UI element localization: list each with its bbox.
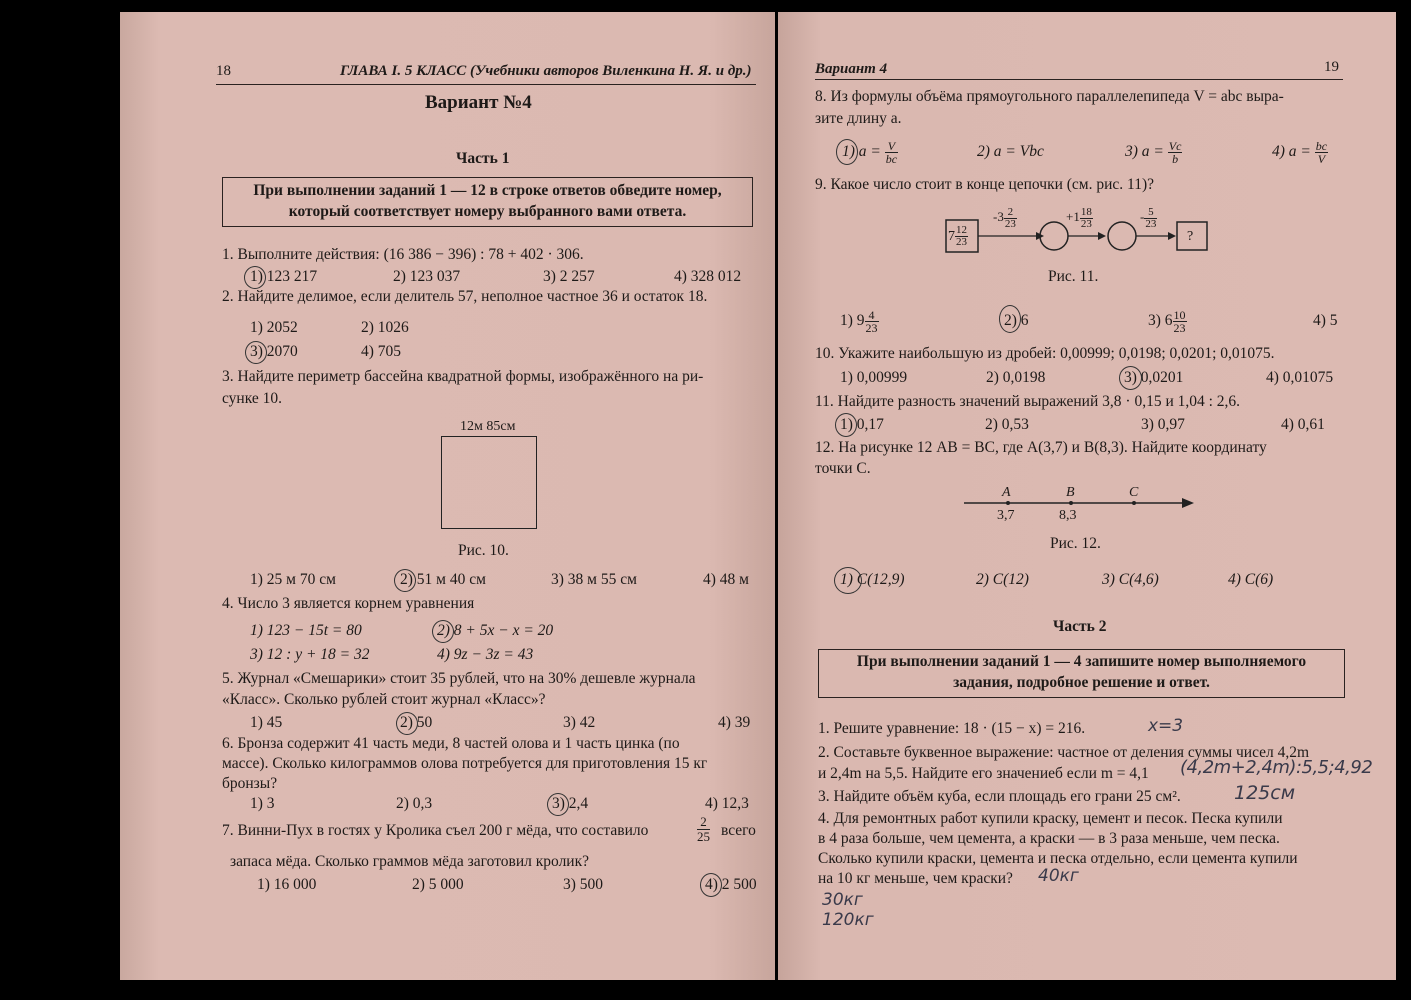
chain-op2-sign: +1 [1066, 209, 1080, 224]
q7-answer-2: 2) 5 000 [412, 876, 464, 893]
q10-answer-3: 3) 0,0201 [1124, 369, 1184, 386]
q3-answer-1: 1) 25 м 70 см [250, 571, 336, 588]
selected-answer-circle [244, 266, 266, 289]
q9-a3-numerator: 10 [1173, 307, 1186, 322]
q5-line-1: 5. Журнал «Смешарики» стоит 35 рублей, что на 30% дешевле журнала [222, 670, 696, 687]
chain-op-1 [993, 205, 1017, 230]
q4-answer-1: 1) 123 − 15t = 80 [250, 622, 362, 639]
selected-answer-circle [835, 413, 857, 437]
p3-text: 3. Найдите объём куба, если площадь его грани 25 см². [818, 788, 1181, 805]
q1-answer-4: 4) 328 012 [674, 268, 742, 285]
q8-answer-3 [1125, 135, 1182, 169]
q6-line-2: массе). Сколько килограммов олова потребуется для приготовления 15 кг [222, 755, 708, 772]
q12-answer-2: 2) C(12) [976, 571, 1029, 588]
point-b-value: 8,3 [1059, 508, 1077, 523]
q9-text: 9. Какое число стоит в конце цепочки (см. рис. 11)? [815, 176, 1155, 193]
variant-title: Вариант №4 [425, 92, 532, 113]
chain-op3-sign: - [1140, 209, 1145, 224]
handwritten-answer-4: 40кг [1038, 866, 1079, 886]
chain-op-3 [1140, 205, 1157, 230]
selected-answer-circle [396, 712, 418, 735]
fig10-caption: Рис. 10. [458, 542, 509, 559]
q3-answer-4: 4) 48 м [703, 571, 749, 588]
q8-a1-denominator: bc [885, 151, 898, 166]
q12-line-1: 12. На рисунке 12 AB = BC, где A(3,7) и B(8,3). Найдите координату [815, 439, 1267, 456]
chain-end-value: ? [1187, 229, 1194, 244]
q9-a1-denominator: 23 [865, 320, 878, 335]
right-running-head: Вариант 4 [815, 61, 888, 77]
instruction-line-1: При выполнении заданий 1 — 12 в строке ответов обведите номер, [253, 182, 722, 199]
q9-a1-prefix: 1) 9 [840, 312, 865, 329]
q7-line-1: 7. Винни-Пух в гостях у Кролика съел 200 г мёда, что составило [222, 822, 649, 839]
right-page-number: 19 [1324, 59, 1339, 75]
q7-frac-numerator: 2 [697, 815, 710, 830]
chain-circle-2 [1108, 222, 1136, 250]
q8-line-2: зите длину a. [815, 110, 902, 127]
handwritten-answer-3: 125см [1234, 782, 1296, 804]
chain-start-denominator: 23 [956, 236, 967, 249]
instruction-line-2: который соответствует номеру выбранного вами ответа. [288, 203, 687, 220]
instruction2-line-1: При выполнении заданий 1 — 4 запишите номер выполняемого [856, 653, 1307, 670]
handwritten-answer-6: 120кг [822, 910, 874, 930]
q1-text: 1. Выполните действия: (16 386 − 396) : 78 + 402 · 306. [222, 246, 584, 263]
q10-text: 10. Укажите наибольшую из дробей: 0,00999; 0,0198; 0,0201; 0,01075. [815, 345, 1275, 362]
q8-a3-numerator: Vc [1168, 138, 1182, 153]
q6-line-3: бронзы? [222, 775, 278, 792]
p4-line-4: на 10 кг меньше, чем краски? [818, 870, 1013, 887]
handwritten-answer-2: (4,2m+2,4m):5,5;4,92 [1180, 757, 1373, 778]
q8-a1-prefix: 1) a = [842, 143, 881, 160]
number-line-arrowhead [1182, 498, 1194, 508]
selected-answer-circle [999, 305, 1021, 333]
selected-answer-circle [394, 569, 416, 592]
part2-title: Часть 2 [1053, 618, 1107, 635]
q6-answer-1: 1) 3 [250, 795, 275, 812]
p2-line-2: и 2,4m на 5,5. Найдите его значениеб если m = 4,1 [818, 765, 1149, 782]
q4-text: 4. Число 3 является корнем уравнения [222, 595, 475, 612]
q12-answer-3: 3) C(4,6) [1102, 571, 1159, 588]
q8-a3-prefix: 3) a = [1125, 143, 1164, 160]
q9-a1-numerator: 4 [865, 309, 879, 322]
selected-answer-circle [1119, 366, 1142, 390]
q9-answer-2: 2) 6 [1004, 312, 1029, 329]
q3-answer-2: 2) 51 м 40 см [400, 571, 486, 588]
part1-title: Часть 1 [456, 150, 510, 167]
chain-op1-denominator: 23 [1004, 217, 1016, 230]
chain-op2-denominator: 23 [1080, 217, 1092, 230]
chain-arrowhead-3 [1168, 232, 1176, 240]
instruction2-box [818, 649, 1345, 698]
q7-line-1-end: всего [721, 822, 756, 839]
q11-answer-2: 2) 0,53 [985, 416, 1029, 433]
q11-answer-1: 1) 0,17 [840, 416, 884, 433]
instruction-box [222, 177, 753, 227]
selected-answer-circle [245, 341, 267, 364]
q2-text: 2. Найдите делимое, если делитель 57, неполное частное 36 и остаток 18. [222, 288, 708, 305]
q7-answer-1: 1) 16 000 [257, 876, 317, 893]
q5-line-2: «Класс». Сколько рублей стоит журнал «Класс»? [222, 691, 546, 708]
point-a-value: 3,7 [997, 508, 1015, 523]
q4-answer-4: 4) 9z − 3z = 43 [437, 646, 534, 663]
q2-answer-2: 2) 1026 [361, 319, 409, 336]
point-c-label: C [1129, 485, 1139, 500]
q7-answer-3: 3) 500 [563, 876, 604, 893]
q5-answer-1: 1) 45 [250, 714, 283, 731]
q4-answer-2: 2) 8 + 5x − x = 20 [437, 622, 554, 639]
q7-frac-denominator: 25 [697, 829, 710, 844]
q5-answer-4: 4) 39 [718, 714, 751, 731]
q8-a3-denominator: b [1172, 151, 1179, 166]
q2-answer-3: 3) 2070 [250, 343, 298, 360]
handwritten-answer-5: 30кг [822, 890, 863, 910]
q8-answer-4 [1272, 135, 1328, 169]
chain-op-2 [1066, 205, 1093, 230]
q8-answer-2: 2) a = Vbc [977, 143, 1044, 160]
left-running-head: ГЛАВА I. 5 КЛАСС (Учебники авторов Виленкина Н. Я. и др.) [340, 63, 752, 79]
chain-op2-numerator: 18 [1080, 205, 1092, 218]
q7-fraction [697, 815, 710, 844]
selected-answer-circle [547, 793, 569, 816]
right-header-rule [815, 79, 1343, 80]
q9-a3-denominator: 23 [1173, 320, 1186, 335]
chain-start-value [948, 224, 968, 250]
q7-answer-4: 4) 2 500 [705, 876, 757, 893]
q9-a3-prefix: 3) 6 [1148, 312, 1173, 329]
q1-answer-2: 2) 123 037 [393, 268, 461, 285]
p2-line-1: 2. Составьте буквенное выражение: частное от деления суммы чисел 4,2m [818, 744, 1310, 761]
q8-a4-prefix: 4) a = [1272, 143, 1311, 160]
q8-line-1: 8. Из формулы объёма прямоугольного параллелепипеда V = abc выра- [815, 88, 1284, 105]
p1-text: 1. Решите уравнение: 18 · (15 − x) = 216. [818, 720, 1086, 737]
selected-answer-circle [834, 567, 862, 594]
chain-op3-numerator: 5 [1144, 207, 1157, 219]
q9-answer-1 [840, 304, 879, 338]
q6-line-1: 6. Бронза содержит 41 часть меди, 8 частей олова и 1 часть цинка (по [222, 735, 680, 752]
q12-line-2: точки C. [815, 460, 871, 477]
q10-answer-2: 2) 0,0198 [986, 369, 1046, 386]
q1-answer-1: 1) 123 217 [250, 268, 318, 285]
q12-answer-4: 4) C(6) [1228, 571, 1274, 588]
q10-answer-1: 1) 0,00999 [840, 369, 908, 386]
q8-a1-numerator: V [885, 140, 898, 153]
point-a-label: A [1002, 485, 1011, 500]
q3-line-2: сунке 10. [222, 390, 282, 407]
p4-line-3: Сколько купили краски, цемента и песка отдельно, если цемента купили [818, 850, 1298, 867]
fig12-caption: Рис. 12. [1050, 535, 1101, 552]
selected-answer-circle [836, 139, 858, 165]
left-header-rule [216, 84, 756, 85]
point-b-label: B [1066, 485, 1075, 500]
instruction2-line-2: задания, подробное решение и ответ. [953, 674, 1210, 691]
chain-op1-sign: -3 [993, 209, 1004, 224]
chain-circle-1 [1040, 222, 1068, 250]
q1-answer-3: 3) 2 257 [543, 268, 595, 285]
q2-answer-4: 4) 705 [361, 343, 402, 360]
q5-answer-2: 2) 50 [400, 714, 433, 731]
q11-answer-3: 3) 0,97 [1141, 416, 1185, 433]
q7-line-2: запаса мёда. Сколько граммов мёда заготовил кролик? [230, 853, 590, 870]
q11-text: 11. Найдите разность значений выражений 3,8 · 0,15 и 1,04 : 2,6. [815, 393, 1241, 410]
q2-answer-1: 1) 2052 [250, 319, 298, 336]
q8-a4-numerator: bc [1315, 138, 1328, 153]
p4-line-2: в 4 раза больше, чем цемента, а краски — в 3 раза меньше, чем песка. [818, 830, 1280, 847]
chain-start-whole: 7 [948, 229, 955, 244]
handwritten-answer-1: x=3 [1148, 716, 1184, 736]
chain-op1-numerator: 2 [1004, 207, 1017, 219]
p4-line-1: 4. Для ремонтных работ купили краску, цемент и песок. Песка купили [818, 810, 1283, 827]
q6-answer-4: 4) 12,3 [705, 795, 749, 812]
q8-a4-denominator: V [1317, 151, 1326, 166]
fig11-caption: Рис. 11. [1048, 268, 1099, 285]
q3-line-1: 3. Найдите периметр бассейна квадратной формы, изображённого на ри- [222, 368, 704, 385]
q6-answer-3: 3) 2,4 [552, 795, 589, 812]
fig10-label: 12м 85см [460, 419, 516, 434]
fig10-square [441, 436, 537, 529]
q9-answer-3 [1148, 304, 1187, 338]
q10-answer-4: 4) 0,01075 [1266, 369, 1334, 386]
chain-arrowhead-2 [1098, 232, 1106, 240]
selected-answer-circle [432, 620, 454, 643]
q6-answer-2: 2) 0,3 [396, 795, 433, 812]
q9-answer-4: 4) 5 [1313, 312, 1338, 329]
q3-answer-3: 3) 38 м 55 см [551, 571, 637, 588]
q4-answer-3: 3) 12 : y + 18 = 32 [250, 646, 370, 663]
chain-start-numerator: 12 [956, 224, 967, 237]
q11-answer-4: 4) 0,61 [1281, 416, 1325, 433]
left-page-number: 18 [216, 63, 231, 79]
selected-answer-circle [700, 873, 722, 897]
chain-op3-denominator: 23 [1145, 217, 1157, 230]
q12-answer-1: 1) C(12,9) [840, 571, 905, 588]
q5-answer-3: 3) 42 [563, 714, 596, 731]
